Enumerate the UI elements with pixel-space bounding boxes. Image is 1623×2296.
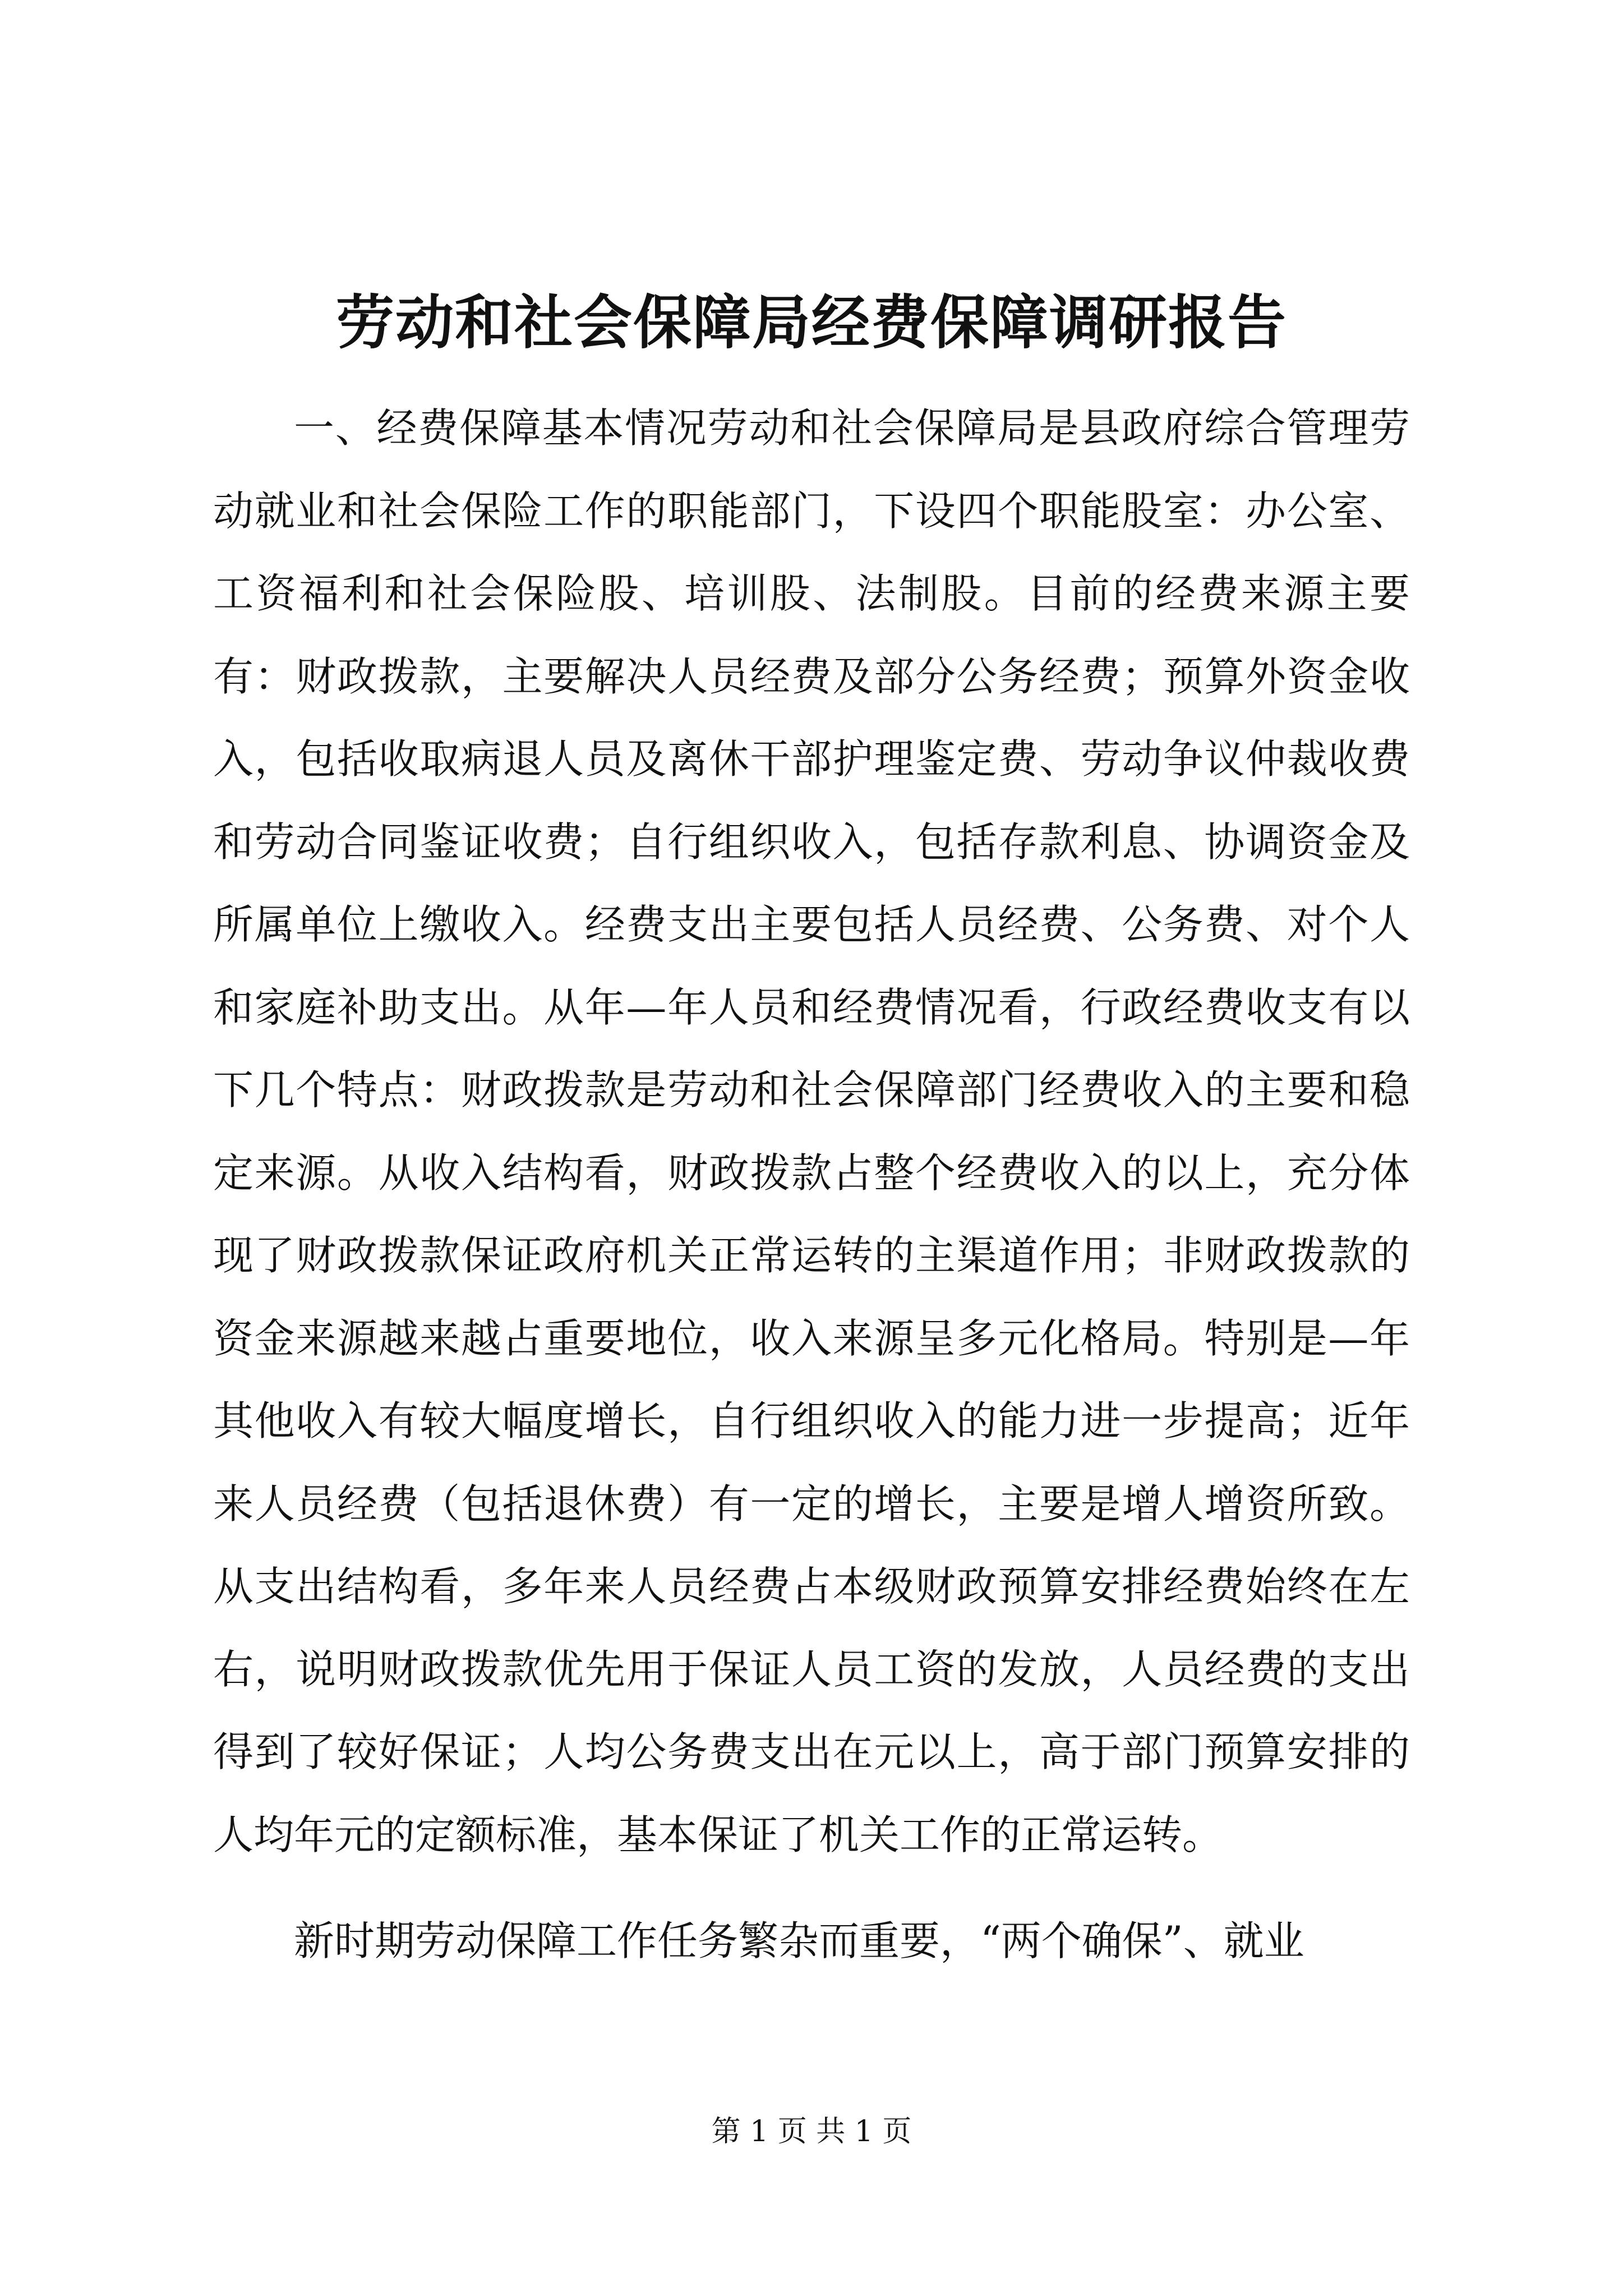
document-title: 劳动和社会保障局经费保障调研报告: [335, 288, 1287, 357]
page-number-footer: 第 1 页 共 1 页: [711, 2115, 912, 2148]
paragraph-1: 一、经费保障基本情况劳动和社会保障局是县政府综合管理劳动就业和社会保险工作的职能部门，下设四个职能股室：办公室、工资福利和社会保险股、培训股、法制股。目前的经费来源主要有：财政拨款，主要解决人员经费及部分公务经费；预算外资金收入，包括收取病退人员及离休干部护理鉴定费、劳动争议仲裁收费和劳动合同鉴证收费；自行组织收入，包括存款利息、协调资金及所属单位上缴收入。经费支出主要包括人员经费、公务费、对个人和家庭补助支出。从年—年人员和经费情况看，行政经费收支有以下几个特点：财政拨款是劳动和社会保障部门经费收入的主要和稳定来源。从收入结构看，财政拨款占整个经费收入的以上，充分体现了财政拨款保证政府机关正常运转的主渠道作用；非财政拨款的资金来源越来越占重要地位，收入来源呈多元化格局。特别是—年其他收入有较大幅度增长，自行组织收入的能力进一步提高；近年来人员经费（包括退休费）有一定的增长，主要是增人增资所致。从支出结构看，多年来人员经费占本级财政预算安排经费始终在左右，说明财政拨款优先用于保证人员工资的发放，人员经费的支出得到了较好保证；人均公务费支出在元以上，高于部门预算安排的人均年元的定额标准，基本保证了机关工作的正常运转。: [213, 404, 1410, 1858]
paragraph-2: 新时期劳动保障工作任务繁杂而重要，“两个确保”、就业: [294, 1917, 1304, 1964]
document-body: [213, 387, 1410, 1983]
